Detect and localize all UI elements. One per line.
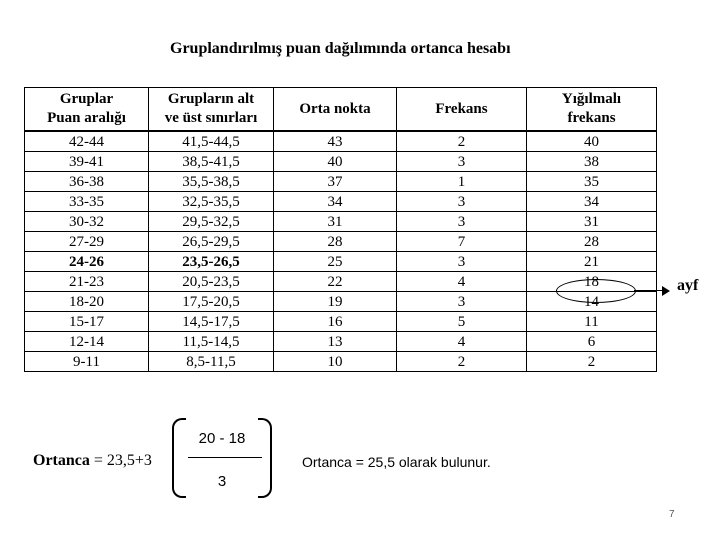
cell-limits: 26,5-29,5 (149, 232, 274, 252)
cell-limits: 35,5-38,5 (149, 172, 274, 192)
cell-frequency: 7 (397, 232, 527, 252)
cell-midpoint: 13 (274, 332, 397, 352)
table-row (25, 152, 657, 172)
table-row-median-class (25, 252, 657, 272)
formula-value: = 23,5+3 (89, 452, 152, 469)
cell-limits: 41,5-44,5 (149, 131, 274, 152)
highlight-ellipse (556, 279, 636, 303)
table-row (25, 172, 657, 192)
arrow-right-icon (662, 286, 670, 296)
cell-midpoint: 34 (274, 192, 397, 212)
cell-midpoint: 43 (274, 131, 397, 152)
header-midpoint (274, 88, 397, 132)
cell-cumulative: 38 (527, 152, 657, 172)
cell-frequency: 2 (397, 352, 527, 372)
formula-label: Ortanca (33, 452, 90, 469)
cell-limits: 23,5-26,5 (149, 252, 274, 272)
cell-limits: 32,5-35,5 (149, 192, 274, 212)
header-frequency (397, 88, 527, 132)
page-title: Gruplandırılmış puan dağılımında ortanca hesabı (170, 40, 511, 57)
cell-cumulative: 11 (527, 312, 657, 332)
header-cumulative (527, 88, 657, 132)
cell-group: 15-17 (25, 312, 149, 332)
ayf-label: ayf (677, 277, 699, 294)
cell-limits: 20,5-23,5 (149, 272, 274, 292)
table-row (25, 332, 657, 352)
cell-cumulative: 18 (527, 272, 657, 292)
cell-cumulative: 34 (527, 192, 657, 212)
cell-limits: 14,5-17,5 (149, 312, 274, 332)
formula-expression (33, 452, 152, 470)
header-groups-line1: Gruplar (59, 91, 114, 107)
header-frequency-line1: Frekans (435, 100, 488, 117)
cell-frequency: 4 (397, 272, 527, 292)
cell-cumulative: 28 (527, 232, 657, 252)
cell-group: 27-29 (25, 232, 149, 252)
cell-cumulative: 31 (527, 212, 657, 232)
cell-frequency: 3 (397, 212, 527, 232)
cell-cumulative: 2 (527, 352, 657, 372)
cell-limits: 17,5-20,5 (149, 292, 274, 312)
cell-group: 21-23 (25, 272, 149, 292)
cell-midpoint: 37 (274, 172, 397, 192)
cell-midpoint: 40 (274, 152, 397, 172)
cell-midpoint: 31 (274, 212, 397, 232)
header-groups-line2: Puan aralığı (47, 110, 126, 126)
table-row (25, 352, 657, 372)
cell-cumulative: 14 (527, 292, 657, 312)
table-row (25, 212, 657, 232)
header-limits-line2: ve üst sınırları (164, 110, 258, 126)
cell-frequency: 3 (397, 152, 527, 172)
cell-frequency: 5 (397, 312, 527, 332)
header-cumulative-line2: frekans (567, 110, 616, 126)
cell-limits: 8,5-11,5 (149, 352, 274, 372)
cell-group: 30-32 (25, 212, 149, 232)
cell-cumulative: 6 (527, 332, 657, 352)
cell-cumulative: 35 (527, 172, 657, 192)
header-groups (25, 88, 149, 132)
cell-cumulative: 21 (527, 252, 657, 272)
cell-group: 9-11 (25, 352, 149, 372)
cell-frequency: 3 (397, 192, 527, 212)
cell-group: 33-35 (25, 192, 149, 212)
cell-cumulative: 40 (527, 131, 657, 152)
cell-midpoint: 19 (274, 292, 397, 312)
right-bracket (258, 418, 272, 498)
table-row (25, 192, 657, 212)
fraction-bar (188, 457, 262, 458)
header-limits-line1: Grupların alt (167, 91, 255, 107)
fraction-numerator: 20 - 18 (198, 430, 246, 447)
cell-frequency: 4 (397, 332, 527, 352)
cell-midpoint: 16 (274, 312, 397, 332)
left-bracket (172, 418, 186, 498)
cell-group: 42-44 (25, 131, 149, 152)
cell-group: 39-41 (25, 152, 149, 172)
cell-midpoint: 22 (274, 272, 397, 292)
table-row (25, 131, 657, 152)
frequency-table (24, 87, 657, 372)
table-row (25, 232, 657, 252)
cell-limits: 29,5-32,5 (149, 212, 274, 232)
cell-midpoint: 10 (274, 352, 397, 372)
cell-group: 12-14 (25, 332, 149, 352)
cell-frequency: 3 (397, 252, 527, 272)
header-midpoint-line1: Orta nokta (299, 100, 371, 117)
cell-midpoint: 28 (274, 232, 397, 252)
header-cumulative-line1: Yığılmalı (561, 91, 622, 107)
page-number: 7 (669, 509, 675, 520)
cell-frequency: 2 (397, 131, 527, 152)
table-header-row (25, 88, 657, 132)
arrow-line (634, 290, 664, 291)
cell-group: 36-38 (25, 172, 149, 192)
cell-frequency: 3 (397, 292, 527, 312)
cell-group: 24-26 (25, 252, 149, 272)
fraction-denominator: 3 (217, 473, 227, 490)
cell-frequency: 1 (397, 172, 527, 192)
cell-midpoint: 25 (274, 252, 397, 272)
cell-limits: 38,5-41,5 (149, 152, 274, 172)
table-row (25, 312, 657, 332)
cell-group: 18-20 (25, 292, 149, 312)
cell-limits: 11,5-14,5 (149, 332, 274, 352)
formula-result: Ortanca = 25,5 olarak bulunur. (302, 454, 491, 470)
header-limits (149, 88, 274, 132)
